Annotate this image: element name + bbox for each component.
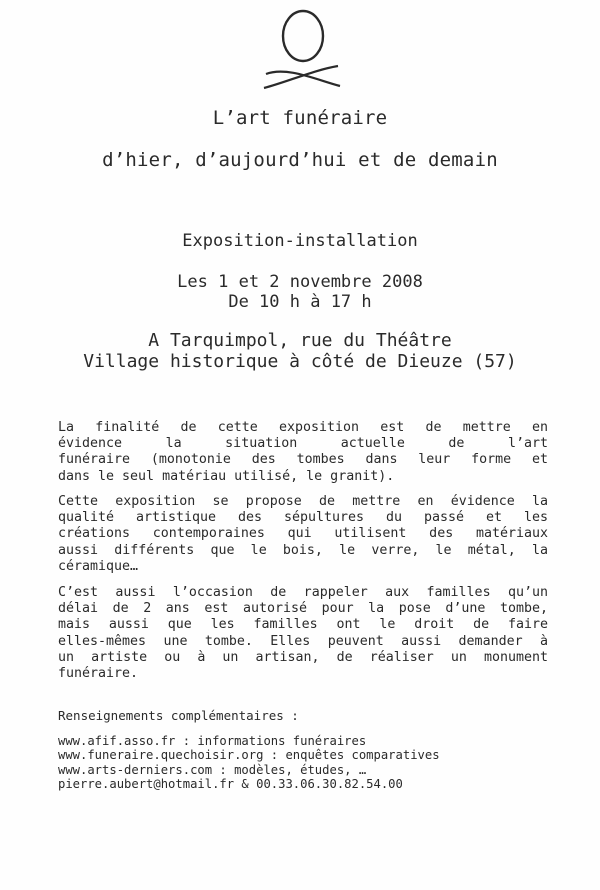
skull-crossbones-logo (262, 6, 342, 94)
paragraph-families (58, 585, 548, 682)
event-type: Exposition-installation (182, 231, 418, 251)
event-dates (0, 272, 600, 312)
hours-text: De 10 h à 17 h (228, 292, 372, 312)
dates-text: Les 1 et 2 novembre 2008 (177, 272, 423, 292)
paragraph-line: un artiste ou à un artisan, de réaliser un monument (58, 649, 548, 665)
paragraph-line: C’est aussi l’occasion de rappeler aux familles qu’un (58, 585, 548, 600)
paragraph-line: mais aussi que les familles ont le droit de faire (58, 617, 548, 633)
title-line-2: d’hier, d’aujourd’hui et de demain (102, 149, 498, 171)
paragraph-line: funéraire. (58, 666, 139, 682)
paragraph-line: dans le seul matériau utilisé, le granit). (58, 468, 395, 484)
paragraph-purpose (58, 420, 548, 485)
link-quechoisir: www.funeraire.quechoisir.org : enquêtes comparatives (58, 748, 440, 763)
location-line-1: A Tarquimpol, rue du Théâtre (148, 330, 452, 351)
contact-links (58, 734, 440, 792)
paragraph-line: elles-mêmes une tombe. Elles peuvent aussi demander à (58, 633, 548, 649)
info-heading: Renseignements complémentaires : (58, 708, 299, 723)
paragraph-line: évidence la situation actuelle de l’art (58, 436, 548, 452)
location-line-2: Village historique à côté de Dieuze (57) (83, 351, 517, 372)
paragraph-line: La finalité de cette exposition est de mettre en (58, 420, 548, 435)
paragraph-aim (58, 494, 548, 575)
title-line-1: L’art funéraire (212, 107, 388, 129)
paragraph-line: créations contemporaines qui utilisent des matériaux (58, 526, 548, 542)
paragraph-line: céramique… (58, 558, 139, 574)
paragraph-line: délai de 2 ans est autorisé pour la pose d’une tombe, (58, 601, 548, 617)
paragraph-line: aussi différents que le bois, le verre, le métal, la (58, 542, 548, 558)
link-afif: www.afif.asso.fr : informations funéraires (58, 734, 367, 748)
link-arts-derniers: www.arts-derniers.com : modèles, études, … (58, 762, 367, 777)
paragraph-line: funéraire (monotonie des tombes dans leur forme et (58, 452, 548, 468)
paragraph-line: qualité artistique des sépultures du passé et les (58, 510, 548, 526)
contact-email-phone: pierre.aubert@hotmail.fr & 00.33.06.30.82.54.00 (58, 777, 403, 792)
paragraph-line: Cette exposition se propose de mettre en évidence la (58, 494, 548, 509)
event-location (0, 330, 600, 372)
